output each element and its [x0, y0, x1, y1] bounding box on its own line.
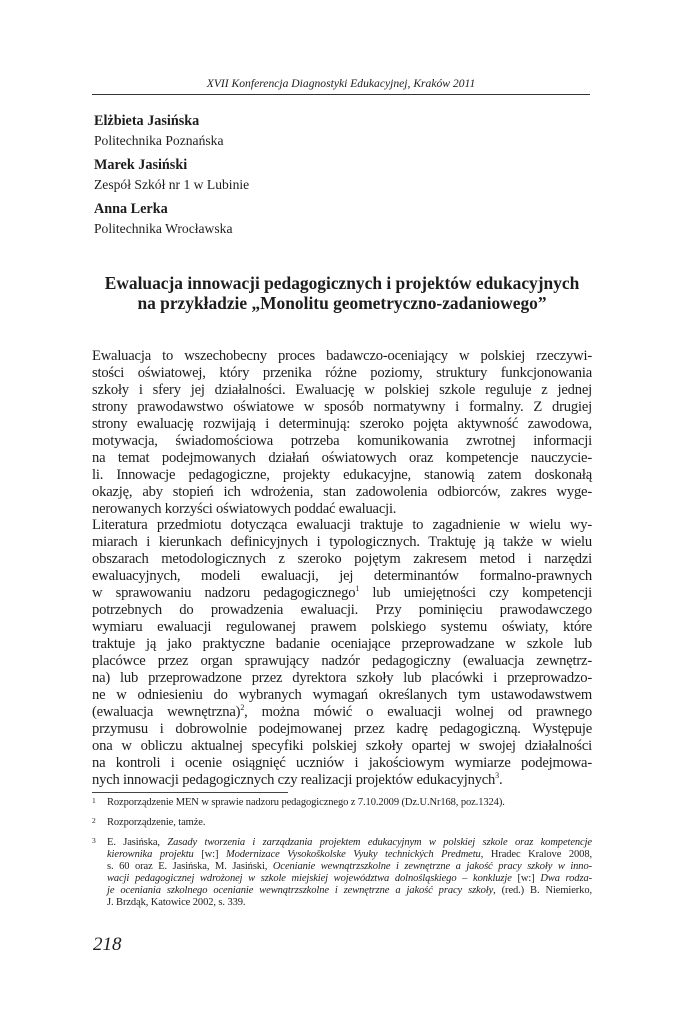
text-line: obszarach metodologicznych z szeroko pojętym zakresem metod i narzędzi: [92, 551, 592, 567]
footnotes: [92, 797, 592, 917]
text-fragment: lub umiejętności czy kompetencji: [359, 585, 592, 601]
text-fragment: s. 60 oraz E. Jasińska, M. Jasiński,: [107, 861, 273, 872]
text-line: nerowanych korzyści oświatowych poddać ewaluacji.: [92, 501, 397, 517]
text-fragment-italic: wacji pedagogicznej wdrożonej w szkole miejskiej województwa dolnośląskiego – konkluzje: [107, 873, 512, 884]
author-2: [94, 156, 574, 194]
text-line: strony prawodawstwo oświatowe w sposób normatywny i formalny. Z drugiej: [92, 399, 592, 415]
footnote-ref-1[interactable]: 1: [355, 584, 360, 593]
footnote-number: 3: [92, 836, 96, 845]
text-fragment: , (red.) B. Niemierko,: [493, 885, 592, 896]
text-line: Literatura przedmiotu dotycząca ewaluacji traktuje to zagadnienie w wielu wy-: [92, 517, 592, 533]
text-line: ne w odniesieniu do wybranych wymagań określanych tym ustawodawstwem: [92, 687, 592, 703]
text-fragment: E. Jasińska,: [107, 837, 168, 848]
text-line: stości oświatowej, który przenika różne poziomy, struktury funkcjonowania: [92, 365, 592, 381]
text-line: okazję, aby stopień ich wdrożenia, stan zadowolenia odbiorców, zakres wyge-: [92, 484, 592, 500]
author-1: [94, 112, 574, 150]
author-affiliation: Politechnika Wrocławska: [94, 221, 233, 236]
text-fragment-italic: Dwa rodza-: [540, 873, 592, 884]
text-line: przymusu i dobrowolnie podejmowanej przez kadrę pedagogiczną. Występuje: [92, 721, 592, 737]
footnote-ref-3[interactable]: 3: [495, 771, 499, 780]
text-line: traktuje ją jako praktyczne badanie oceniające przeprowadzane w szkole lub: [92, 636, 592, 652]
footnote-ref-2[interactable]: 2: [240, 703, 245, 712]
title-line: na przykładzie „Monolitu geometryczno-zadaniowego”: [137, 293, 547, 313]
footnote-text: Rozporządzenie, tamże.: [107, 817, 206, 828]
text-fragment-italic: Ocenianie wewnątrzszkolne i zewnętrzne a jakość pracy szkoły w inno-: [272, 861, 592, 872]
text-line: [107, 849, 592, 861]
text-fragment: [w:]: [511, 873, 541, 884]
paragraph-1: [92, 348, 592, 518]
text-line: na temat podejmowanych działań oświatowych oraz kompetencje nauczycie-: [92, 450, 592, 466]
text-line: strony ewaluację rozwijają i determinują: szeroko pojęta aktywność zawodowa,: [92, 416, 592, 432]
text-line: [107, 861, 592, 873]
text-line: Ewaluacja to wszechobecny proces badawczo-oceniający w polskiej rzeczywi-: [92, 348, 592, 364]
text-line: [107, 837, 592, 849]
text-line: szkoły i sfery jej działalności. Ewaluację w polskiej szkole reguluje z jednej: [92, 382, 592, 398]
text-line: [92, 704, 592, 721]
text-fragment: nych innowacji pedagogicznych czy realizacji projektów edukacyjnych: [92, 772, 496, 788]
title-line: Ewaluacja innowacji pedagogicznych i projektów edukacyjnych: [104, 273, 580, 293]
author-name: Anna Lerka: [94, 201, 168, 217]
author-affiliation: Zespół Szkół nr 1 w Lubinie: [94, 177, 250, 192]
text-fragment-italic: Modernizace Vysokoškolske Vyuky technických Predmetu: [225, 849, 481, 860]
text-line: placówce przez organ sprawujący nadzór pedagogiczny (ewaluacja zewnętrz-: [92, 653, 592, 669]
text-line: wymiaru ewaluacji regulowanej prawem polskiego systemu oświaty, które: [92, 619, 592, 635]
text-line: li. Innowacje pedagogiczne, projekty edukacyjne, stanowią zatem doskonałą: [92, 467, 592, 483]
footnote-divider: [92, 792, 288, 793]
footnote-number: 1: [92, 796, 96, 805]
text-line: [92, 772, 592, 789]
text-line: na kontroli i ocenie osiągnięć uczniów i jakościowym wymiarze podejmowa-: [92, 755, 592, 771]
text-line: ona w obliczu aktualnej specyfiki polskiej szkoły opartej w swojej działalności: [92, 738, 592, 754]
text-fragment-italic: je oceniania szkolnego ocenianie wewnątrzszkolne i zewnętrzne a jakość pracy szkoły: [107, 885, 494, 896]
author-3: [94, 200, 574, 238]
text-fragment: [w:]: [193, 849, 226, 860]
text-line: J. Brzdąk, Katowice 2002, s. 339.: [107, 897, 246, 908]
paragraph-2: [92, 517, 592, 789]
footnote-text: Rozporządzenie MEN w sprawie nadzoru pedagogicznego z 7.10.2009 (Dz.U.Nr168, poz.1324).: [107, 797, 505, 808]
text-line: [107, 873, 592, 885]
text-fragment-italic: kierownika projektu: [107, 849, 194, 860]
text-fragment: .: [498, 772, 503, 788]
text-line: na) lub przeprowadzone przez dyrektora szkoły lub placówki i przeprowadzo-: [92, 670, 592, 686]
text-line: [92, 585, 592, 602]
footnote-text: [107, 837, 592, 909]
authors-block: [94, 112, 574, 244]
author-name: Marek Jasiński: [94, 157, 188, 173]
paper-title: [92, 273, 592, 313]
text-line: [107, 885, 592, 897]
text-line: miarach i kierunkach definicyjnych i typologicznych. Traktuję ją także w wielu: [92, 534, 592, 550]
text-line: ewaluacyjnych, modeli ewaluacji, jej determinantów formalno-prawnych: [92, 568, 592, 584]
text-fragment: w sprawowaniu nadzoru pedagogicznego: [92, 585, 356, 601]
text-fragment: , Hradec Kralove 2008,: [480, 849, 592, 860]
text-line: potrzebnych do prowadzenia ewaluacji. Przy pominięciu prawodawczego: [92, 602, 592, 618]
text-fragment: , można mówić o ewaluacji wolnej od prawnego: [244, 704, 592, 720]
page-number: 218: [93, 934, 122, 955]
text-fragment-italic: Zasady tworzenia i zarządzania projektem edukacyjnym w polskiej szkole oraz kompetencje: [167, 837, 592, 848]
text-line: motywacja, świadomościowa potrzeba komunikowania zwrotnej informacji: [92, 433, 592, 449]
footnote-number: 2: [92, 816, 96, 825]
text-fragment: (ewaluacja wewnętrzna): [92, 704, 241, 720]
running-header: XVII Konferencja Diagnostyki Edukacyjnej, Kraków 2011: [92, 77, 590, 95]
footnote-1: [92, 797, 592, 809]
author-affiliation: Politechnika Poznańska: [94, 133, 224, 148]
footnote-2: [92, 817, 592, 829]
footnote-3: [92, 837, 592, 909]
author-name: Elżbieta Jasińska: [94, 113, 200, 129]
